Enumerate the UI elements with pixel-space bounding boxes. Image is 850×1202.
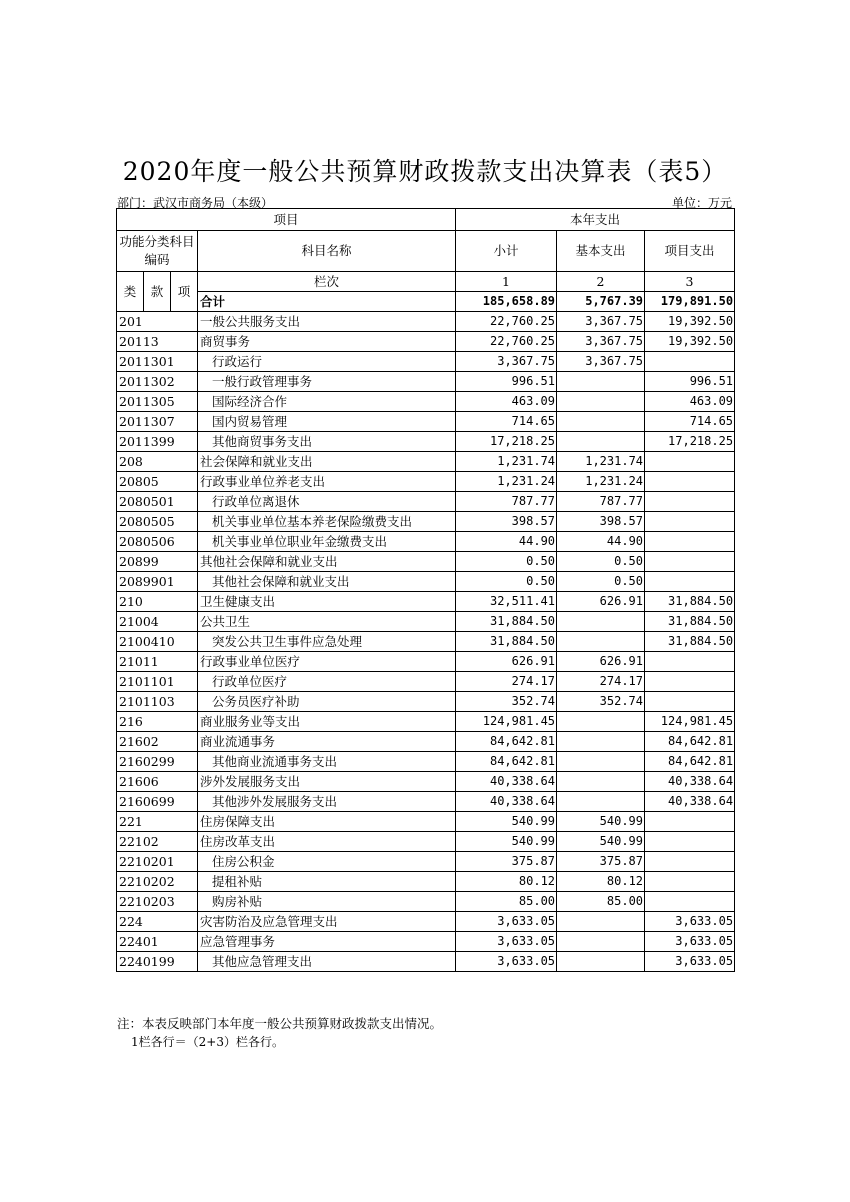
header-current-year: 本年支出 [456,209,735,231]
row-code: 2210201 [117,852,198,872]
row-subtotal: 540.99 [456,832,557,852]
row-code: 21011 [117,652,198,672]
row-subject-name: 涉外发展服务支出 [198,772,456,792]
row-subtotal: 1,231.24 [456,472,557,492]
header-project: 项目 [117,209,456,231]
row-code: 2210203 [117,892,198,912]
row-project: 19,392.50 [645,332,735,352]
header-col3: 3 [645,272,735,292]
row-subtotal: 84,642.81 [456,732,557,752]
row-subject-name: 公务员医疗补助 [198,692,456,712]
row-basic [557,732,645,752]
row-code: 20899 [117,552,198,572]
row-subtotal: 398.57 [456,512,557,532]
row-code: 2101103 [117,692,198,712]
row-project [645,572,735,592]
row-basic [557,612,645,632]
row-code: 2011302 [117,372,198,392]
row-basic: 1,231.24 [557,472,645,492]
table-row [117,952,735,972]
row-subject-name: 行政事业单位养老支出 [198,472,456,492]
table-row [117,812,735,832]
row-project: 31,884.50 [645,592,735,612]
row-code: 2080505 [117,512,198,532]
row-code: 201 [117,312,198,332]
row-subtotal: 0.50 [456,552,557,572]
row-subtotal: 3,633.05 [456,912,557,932]
row-subject-name: 其他商业流通事务支出 [198,752,456,772]
table-row [117,492,735,512]
row-subject-name: 其他社会保障和就业支出 [198,572,456,592]
row-project: 3,633.05 [645,932,735,952]
row-subject-name: 购房补贴 [198,892,456,912]
table-row [117,572,735,592]
row-subject-name: 其他应急管理支出 [198,952,456,972]
row-project [645,832,735,852]
total-basic: 5,767.39 [557,292,645,312]
header-subtotal: 小计 [456,231,557,272]
row-project [645,512,735,532]
table-row [117,372,735,392]
row-project: 17,218.25 [645,432,735,452]
table-row [117,732,735,752]
row-subtotal: 80.12 [456,872,557,892]
row-subtotal: 40,338.64 [456,792,557,812]
row-project [645,452,735,472]
row-project: 19,392.50 [645,312,735,332]
total-project: 179,891.50 [645,292,735,312]
row-basic: 274.17 [557,672,645,692]
row-basic: 398.57 [557,512,645,532]
row-basic [557,712,645,732]
row-project [645,692,735,712]
row-subtotal: 31,884.50 [456,612,557,632]
row-subtotal: 0.50 [456,572,557,592]
header-project-exp: 项目支出 [645,231,735,272]
row-subject-name: 国内贸易管理 [198,412,456,432]
row-code: 216 [117,712,198,732]
row-subtotal: 44.90 [456,532,557,552]
row-subject-name: 行政事业单位医疗 [198,652,456,672]
row-subtotal: 540.99 [456,812,557,832]
row-subtotal: 787.77 [456,492,557,512]
row-basic [557,632,645,652]
header-xiang: 项 [171,272,198,312]
header-col1: 1 [456,272,557,292]
row-subtotal: 626.91 [456,652,557,672]
row-code: 21602 [117,732,198,752]
row-project: 463.09 [645,392,735,412]
row-subject-name: 社会保障和就业支出 [198,452,456,472]
row-subject-name: 机关事业单位基本养老保险缴费支出 [198,512,456,532]
row-project: 996.51 [645,372,735,392]
row-project: 714.65 [645,412,735,432]
row-code: 2080506 [117,532,198,552]
row-project: 3,633.05 [645,912,735,932]
table-row [117,472,735,492]
table-row [117,592,735,612]
row-subject-name: 其他社会保障和就业支出 [198,552,456,572]
row-basic [557,912,645,932]
row-basic [557,432,645,452]
row-subject-name: 卫生健康支出 [198,592,456,612]
row-basic: 626.91 [557,652,645,672]
row-project: 40,338.64 [645,772,735,792]
row-basic [557,792,645,812]
table-row [117,452,735,472]
notes [117,1014,442,1052]
table-row [117,692,735,712]
row-subject-name: 行政运行 [198,352,456,372]
row-subtotal: 17,218.25 [456,432,557,452]
row-project: 124,981.45 [645,712,735,732]
row-subtotal: 3,367.75 [456,352,557,372]
table-row [117,612,735,632]
row-basic: 787.77 [557,492,645,512]
row-code: 2100410 [117,632,198,652]
row-basic: 44.90 [557,532,645,552]
row-code: 208 [117,452,198,472]
row-subject-name: 住房保障支出 [198,812,456,832]
row-basic [557,952,645,972]
row-code: 224 [117,912,198,932]
row-subject-name: 行政单位离退休 [198,492,456,512]
row-code: 2011399 [117,432,198,452]
row-subtotal: 463.09 [456,392,557,412]
row-subject-name: 商业服务业等支出 [198,712,456,732]
table-row [117,912,735,932]
row-code: 2011301 [117,352,198,372]
table-row [117,392,735,412]
table-row [117,672,735,692]
row-subtotal: 124,981.45 [456,712,557,732]
row-subtotal: 22,760.25 [456,332,557,352]
row-subject-name: 突发公共卫生事件应急处理 [198,632,456,652]
row-project: 31,884.50 [645,632,735,652]
row-subtotal: 22,760.25 [456,312,557,332]
row-code: 20113 [117,332,198,352]
row-subtotal: 352.74 [456,692,557,712]
table-row [117,632,735,652]
row-subtotal: 375.87 [456,852,557,872]
row-code: 2101101 [117,672,198,692]
row-basic: 1,231.74 [557,452,645,472]
table-row [117,332,735,352]
header-basic: 基本支出 [557,231,645,272]
row-subject-name: 公共卫生 [198,612,456,632]
row-code: 2011305 [117,392,198,412]
row-project [645,652,735,672]
table-row [117,532,735,552]
row-code: 20805 [117,472,198,492]
row-project [645,532,735,552]
row-project: 31,884.50 [645,612,735,632]
row-basic: 0.50 [557,552,645,572]
table-row [117,512,735,532]
row-subject-name: 应急管理事务 [198,932,456,952]
row-subtotal: 3,633.05 [456,952,557,972]
row-basic [557,932,645,952]
row-project: 3,633.05 [645,952,735,972]
row-project [645,552,735,572]
row-subtotal: 32,511.41 [456,592,557,612]
row-basic: 3,367.75 [557,312,645,332]
row-code: 2240199 [117,952,198,972]
header-func-code: 功能分类科目编码 [117,231,198,272]
row-subject-name: 提租补贴 [198,872,456,892]
row-subject-name: 灾害防治及应急管理支出 [198,912,456,932]
row-code: 2160299 [117,752,198,772]
row-basic: 80.12 [557,872,645,892]
header-column-no: 栏次 [198,272,456,292]
row-subject-name: 行政单位医疗 [198,672,456,692]
row-basic [557,412,645,432]
row-project [645,492,735,512]
table-row [117,872,735,892]
row-code: 2210202 [117,872,198,892]
row-project [645,812,735,832]
row-subtotal: 714.65 [456,412,557,432]
note-line-1: 注：本表反映部门本年度一般公共预算财政拨款支出情况。 [117,1016,443,1031]
table-row [117,312,735,332]
row-project: 84,642.81 [645,732,735,752]
table-row [117,892,735,912]
table-row [117,412,735,432]
row-subtotal: 3,633.05 [456,932,557,952]
note-line-2: 1栏各行＝（2+3）栏各行。 [131,1035,284,1049]
row-subject-name: 一般公共服务支出 [198,312,456,332]
row-basic: 540.99 [557,812,645,832]
row-basic: 375.87 [557,852,645,872]
table-row [117,652,735,672]
row-code: 22401 [117,932,198,952]
row-subject-name: 机关事业单位职业年金缴费支出 [198,532,456,552]
row-basic: 540.99 [557,832,645,852]
row-project [645,352,735,372]
row-code: 21606 [117,772,198,792]
row-project: 40,338.64 [645,792,735,812]
row-basic [557,372,645,392]
table-row [117,772,735,792]
row-subtotal: 40,338.64 [456,772,557,792]
unit-label: 单位：万元 [671,196,732,210]
row-subject-name: 住房公积金 [198,852,456,872]
header-col2: 2 [557,272,645,292]
page-title: 2020年度一般公共预算财政拨款支出决算表（表5） [122,157,728,186]
row-subtotal: 85.00 [456,892,557,912]
row-project: 84,642.81 [645,752,735,772]
row-project [645,872,735,892]
row-subtotal: 31,884.50 [456,632,557,652]
row-code: 2011307 [117,412,198,432]
header-kuan: 款 [144,272,171,312]
row-code: 2089901 [117,572,198,592]
row-subtotal: 274.17 [456,672,557,692]
table-row [117,712,735,732]
table-row [117,832,735,852]
row-code: 21004 [117,612,198,632]
table-row [117,792,735,812]
row-basic: 3,367.75 [557,332,645,352]
table-row [117,932,735,952]
row-basic: 352.74 [557,692,645,712]
row-project [645,892,735,912]
row-subject-name: 国际经济合作 [198,392,456,412]
row-basic [557,752,645,772]
row-basic: 85.00 [557,892,645,912]
row-basic: 626.91 [557,592,645,612]
row-basic: 0.50 [557,572,645,592]
row-subject-name: 一般行政管理事务 [198,372,456,392]
table-row [117,552,735,572]
row-code: 221 [117,812,198,832]
expenditure-table [116,208,735,972]
row-project [645,472,735,492]
row-subject-name: 住房改革支出 [198,832,456,852]
header-subject-name: 科目名称 [198,231,456,272]
row-project [645,852,735,872]
total-subtotal: 185,658.89 [456,292,557,312]
table-row [117,432,735,452]
row-subtotal: 996.51 [456,372,557,392]
header-lei: 类 [117,272,144,312]
row-subject-name: 其他涉外发展服务支出 [198,792,456,812]
table-row [117,752,735,772]
department-label: 部门：武汉市商务局（本级） [117,196,274,210]
row-code: 210 [117,592,198,612]
row-basic: 3,367.75 [557,352,645,372]
row-code: 22102 [117,832,198,852]
total-label: 合计 [198,292,456,312]
table-row [117,852,735,872]
row-subject-name: 商贸事务 [198,332,456,352]
total-row [117,292,735,312]
row-subject-name: 商业流通事务 [198,732,456,752]
row-code: 2160699 [117,792,198,812]
row-subtotal: 1,231.74 [456,452,557,472]
row-code: 2080501 [117,492,198,512]
table-row [117,352,735,372]
row-subtotal: 84,642.81 [456,752,557,772]
row-basic [557,392,645,412]
row-project [645,672,735,692]
row-basic [557,772,645,792]
row-subject-name: 其他商贸事务支出 [198,432,456,452]
